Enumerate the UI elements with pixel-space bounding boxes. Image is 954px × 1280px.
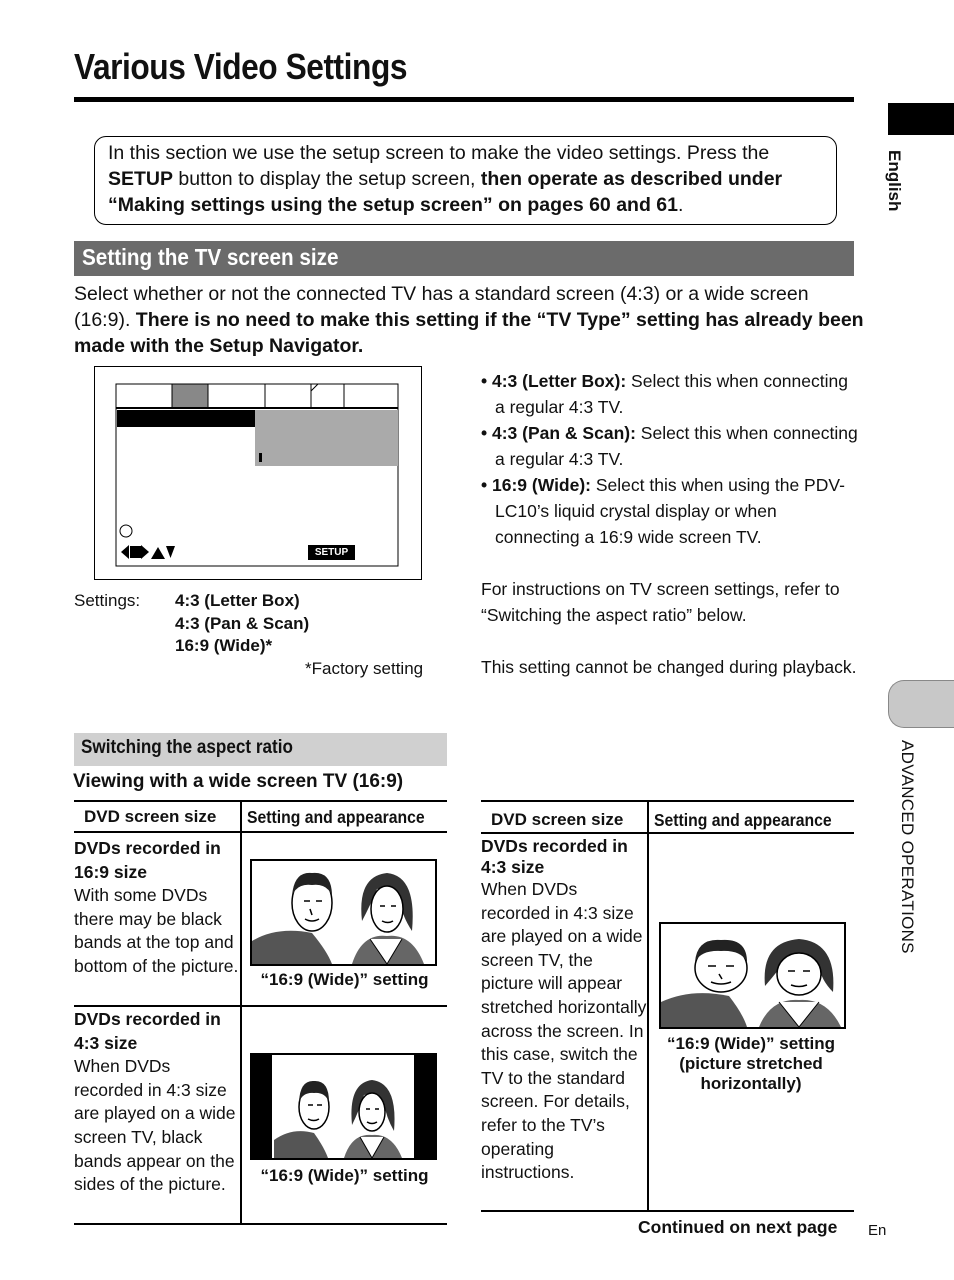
section-text: Select whether or not the connected TV has a standard screen (4:3) or a wide screen (16:9). [74, 283, 809, 331]
option-label: • 16:9 (Wide): [481, 475, 592, 495]
aspect-table-left [74, 800, 447, 1230]
option-desc: Select this when connecting a regular 4:3 TV. [495, 423, 858, 469]
aspect-table-right [481, 800, 854, 1215]
playback-note: This setting cannot be changed during playback. [481, 657, 857, 677]
couple-illustration-stretched [661, 924, 844, 1027]
row-body: When DVDs recorded in 4:3 size are played on a wide screen TV, black bands appear on the sides of the picture. [74, 1056, 236, 1195]
settings-value: 16:9 (Wide)* [175, 636, 273, 655]
column-header-screen-size: DVD screen size [491, 810, 624, 829]
settings-value: 4:3 (Letter Box) [175, 591, 300, 610]
instructions-note: For instructions on TV screen settings, refer to “Switching the aspect ratio” below. [481, 579, 840, 625]
option-item [481, 472, 861, 550]
caption-16-9-setting: “16:9 (Wide)” setting [260, 970, 429, 989]
setup-screen-graphic [95, 367, 421, 579]
settings-values [175, 590, 309, 658]
continued-note: Continued on next page [638, 1217, 838, 1237]
side-tab-section-marker [888, 680, 954, 728]
page-title: Various Video Settings [74, 46, 408, 87]
row-title: DVDs recorded in 16:9 size [74, 838, 221, 882]
illustration-pillarbox [250, 1053, 437, 1160]
settings-value: 4:3 (Pan & Scan) [175, 613, 310, 633]
intro-end: . [677, 194, 684, 216]
viewing-heading: Viewing with a wide screen TV (16:9) [73, 771, 404, 792]
option-label: • 4:3 (Letter Box): [481, 371, 627, 391]
illustration-stretched [659, 922, 846, 1029]
page-language-marker: En [868, 1222, 887, 1239]
column-header-screen-size: DVD screen size [84, 807, 217, 826]
option-item [481, 420, 861, 472]
intro-text-1: In this section we use the setup screen to make the video settings. Press the [108, 142, 770, 164]
title-rule [74, 97, 854, 102]
caption-stretched: “16:9 (Wide)” setting (picture stretched horizontally) [667, 1034, 835, 1093]
setup-key-label: SETUP [314, 547, 349, 558]
side-tab-language: English [885, 150, 904, 212]
section-heading-bar [74, 241, 854, 276]
row-title: DVDs recorded in 4:3 size [481, 836, 628, 877]
column-header-setting: Setting and appearance [654, 810, 832, 830]
factory-setting-note: *Factory setting [305, 659, 424, 678]
couple-illustration-pillarbox [252, 1055, 435, 1158]
section-intro [74, 281, 864, 359]
table-row-4-3-stretched [481, 836, 647, 1185]
option-desc: Select this when connecting a regular 4:3 TV. [495, 371, 848, 417]
column-header-setting: Setting and appearance [247, 807, 425, 827]
option-label: • 4:3 (Pan & Scan): [481, 423, 636, 443]
intro-bold-instruction: then operate as described under “Making settings using the setup screen” on pages 60 and 61 [108, 168, 783, 216]
couple-illustration-wide [252, 861, 435, 964]
row-body: When DVDs recorded in 4:3 size are played on a wide screen TV, the picture will appear stretched horizontally across the screen. In this case, switch the TV to the standard screen. For details, refer to the TV’s operating instructions. [481, 879, 647, 1183]
table-row-16-9 [74, 837, 239, 979]
section-heading: Setting the TV screen size [82, 244, 339, 270]
row-title: DVDs recorded in 4:3 size [74, 1009, 221, 1053]
subsection-heading: Switching the aspect ratio [81, 737, 293, 758]
intro-setup-word: SETUP [108, 168, 174, 190]
row-body: With some DVDs there may be black bands at the top and bottom of the picture. [74, 885, 239, 976]
intro-text-2: button to display the setup screen, [173, 168, 481, 190]
settings-label: Settings: [74, 591, 141, 610]
caption-16-9-setting: “16:9 (Wide)” setting [260, 1166, 429, 1185]
intro-box [94, 136, 837, 225]
option-desc: Select this when using the PDV-LC10’s liquid crystal display or when connecting a 16:9 wide screen TV. [495, 475, 845, 547]
option-list [481, 368, 861, 680]
illustration-letterbox [250, 859, 437, 966]
option-item [481, 368, 861, 420]
table-row-4-3 [74, 1008, 240, 1197]
section-text-bold: There is no need to make this setting if the “TV Type” setting has already been made with the Setup Navigator. [74, 309, 864, 357]
setup-screen-illustration [94, 366, 422, 580]
side-tab-marker [888, 103, 954, 135]
side-tab-section: ADVANCED OPERATIONS [898, 740, 917, 954]
subsection-heading-bar [74, 733, 447, 766]
